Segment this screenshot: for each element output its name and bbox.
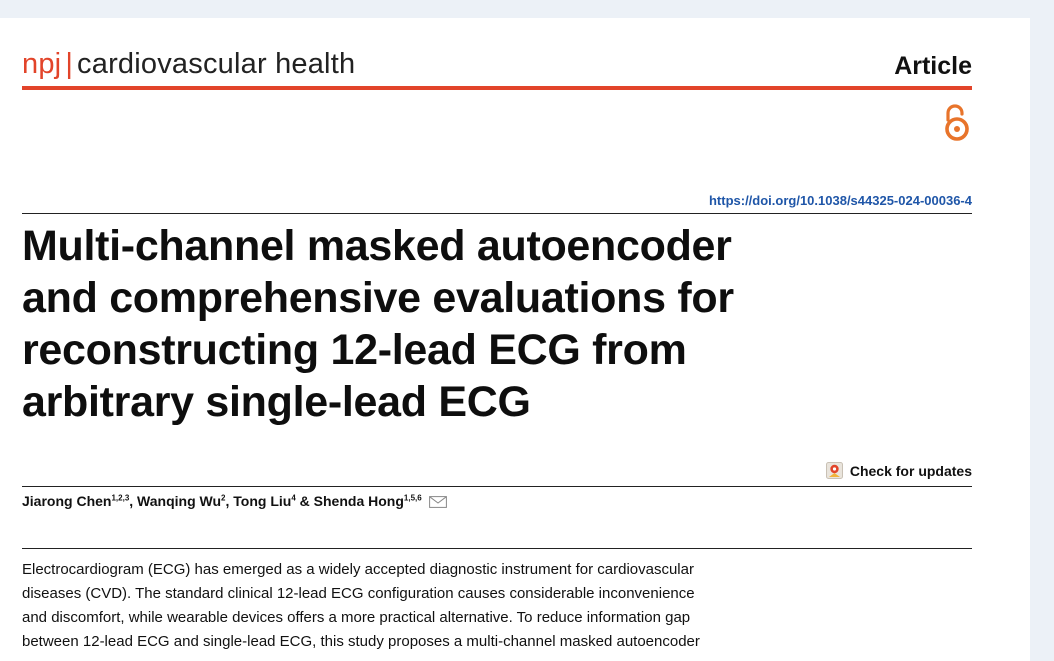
title-line: and comprehensive evaluations for: [22, 274, 734, 322]
header-divider: [22, 86, 972, 90]
author-name[interactable]: Shenda Hong: [313, 493, 404, 509]
author-separator: &: [295, 493, 314, 509]
author-affiliation: 1,5,6: [403, 493, 422, 503]
check-for-updates-label: Check for updates: [849, 462, 972, 479]
author-separator: ,: [225, 493, 234, 509]
journal-name: cardiovascular health: [77, 48, 356, 80]
check-for-updates-icon: [826, 462, 843, 479]
author-affiliation: 2: [221, 493, 226, 503]
journal-separator: |: [65, 48, 74, 80]
author-name[interactable]: Tong Liu: [233, 493, 292, 509]
title-line: reconstructing 12-lead ECG from: [22, 326, 687, 374]
abstract: [22, 558, 822, 654]
author-name[interactable]: Wanqing Wu: [137, 493, 222, 509]
journal-header[interactable]: [22, 48, 355, 81]
check-for-updates-button[interactable]: [826, 462, 972, 479]
article-page: [0, 18, 1030, 661]
abstract-divider: [22, 548, 972, 549]
author-affiliation: 4: [291, 493, 296, 503]
article-type-label: Article: [894, 52, 972, 80]
author-separator: ,: [129, 493, 138, 509]
authors-divider: [22, 486, 972, 487]
open-access-icon: [942, 102, 972, 142]
abstract-line: and discomfort, while wearable devices offers a more practical alternative. To reduce information gap: [22, 609, 691, 626]
title-line: Multi-channel masked autoencoder: [22, 222, 732, 270]
author-name[interactable]: Jiarong Chen: [22, 493, 112, 509]
doi-link[interactable]: https://doi.org/10.1038/s44325-024-00036-4: [708, 193, 972, 208]
journal-prefix: npj: [22, 48, 62, 80]
title-divider: [22, 213, 972, 214]
author-affiliation: 1,2,3: [111, 493, 130, 503]
title-line: arbitrary single-lead ECG: [22, 378, 531, 426]
author-list: [22, 493, 447, 509]
abstract-line: diseases (CVD). The standard clinical 12-lead ECG configuration causes considerable inconvenience: [22, 585, 695, 602]
abstract-line: between 12-lead ECG and single-lead ECG, this study proposes a multi-channel masked autoencoder: [22, 633, 700, 650]
article-title: [22, 220, 922, 428]
email-icon[interactable]: [429, 496, 447, 508]
abstract-line: Electrocardiogram (ECG) has emerged as a widely accepted diagnostic instrument for cardiovascular: [22, 561, 694, 578]
